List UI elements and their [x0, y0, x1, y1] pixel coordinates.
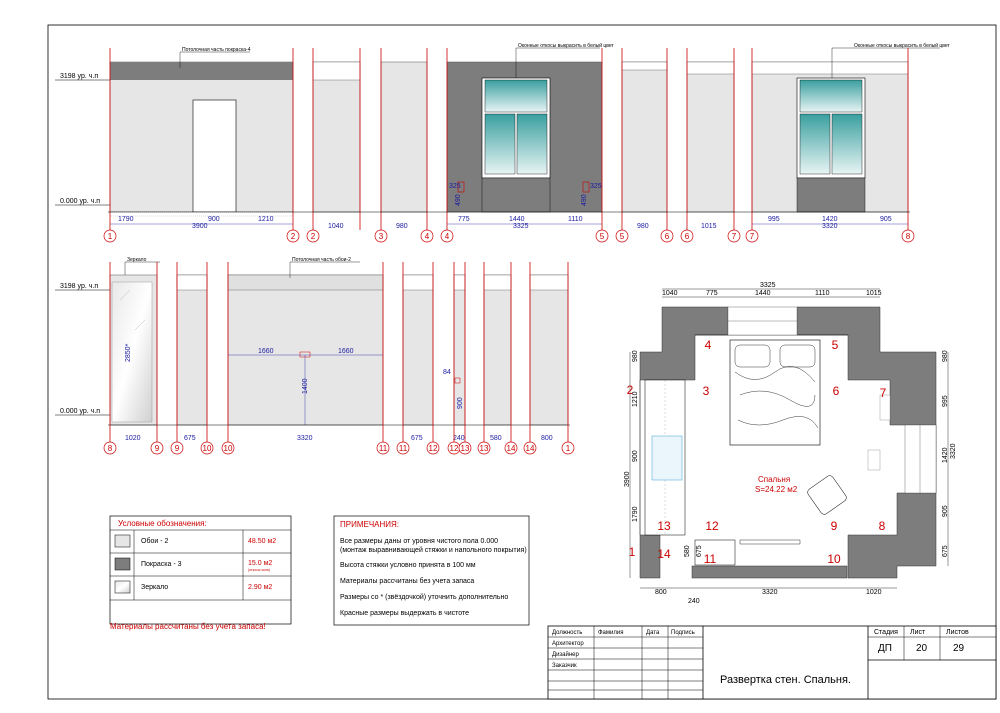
plan-left-dim-3: 900 — [632, 450, 639, 462]
plan-top-dim-2: 775 — [706, 290, 718, 297]
level-zero-label-2: 0.000 ур. ч.п — [60, 408, 101, 415]
axis-bubble: 7 — [749, 232, 755, 241]
legend-value: 15.0 м2 — [248, 560, 273, 567]
elevation-wall-6-7 — [687, 62, 734, 230]
axis-bubble: 11 — [398, 444, 408, 453]
axis-bubble: 4 — [424, 232, 430, 241]
level-top-label-2: 3198 ур. ч.п — [60, 283, 99, 290]
axis-bubble: 8 — [905, 232, 911, 241]
dim-w7-a: 995 — [768, 216, 780, 223]
elevation-wall-10-11 — [228, 257, 383, 442]
plan-left-total: 3900 — [624, 471, 631, 487]
legend-swatch-wallpaper — [115, 535, 130, 547]
level-zero-label: 0.000 ур. ч.п — [60, 198, 101, 205]
note-line: Красные размеры выдержать в чистоте — [340, 610, 470, 617]
callout-ceiling-paint: Потолочная часть покраска-4 — [182, 47, 251, 53]
tb-sheet-title: Развертка стен. Спальня. — [720, 674, 851, 686]
dim-w1-a: 1790 — [118, 216, 134, 223]
elevation-wall-7-8 — [752, 42, 950, 230]
legend-note: (откосы окна) — [248, 568, 270, 572]
legend-label: Покраска - 3 — [141, 561, 182, 568]
axis-bubble: 2 — [290, 232, 296, 241]
axis-bubble: 3 — [378, 232, 384, 241]
tb-stage-value: ДП — [878, 643, 892, 654]
dim-w1-b: 900 — [208, 216, 220, 223]
plan-point: 3 — [702, 384, 710, 398]
dim-w7-c: 905 — [880, 216, 892, 223]
axis-bubble: 6 — [684, 232, 690, 241]
legend-title: Условные обозначения: — [118, 519, 207, 528]
callout-window-paint-2: Оконные откосы выкрасить в белый цвет — [854, 43, 950, 49]
elevation-wall-8-9 — [110, 257, 160, 442]
elevation-wall-13-14 — [484, 275, 511, 442]
tb-sheet-value: 20 — [916, 643, 928, 654]
axis-bubble: 7 — [731, 232, 737, 241]
plan-point: 6 — [832, 384, 840, 398]
plan-point: 1 — [628, 545, 636, 559]
dim-w12-total: 240 — [453, 435, 465, 442]
axis-bubble: 9 — [174, 444, 180, 453]
tb-sheets-value: 29 — [953, 643, 965, 654]
plan-bottom-dim-1: 800 — [655, 589, 667, 596]
dim-w10-right: 1660 — [338, 348, 354, 355]
callout-ceiling-wallpaper: Потолочная часть обои-2 — [292, 257, 351, 263]
notes-title: ПРИМЕЧАНИЯ: — [340, 520, 400, 529]
legend-swatch-paint — [115, 558, 130, 570]
tb-role: Дизайнер — [552, 652, 579, 658]
elevation-wall-2-3 — [313, 62, 360, 230]
plan-point: 11 — [703, 552, 717, 566]
dim-w8-mirror-height: 2850* — [125, 343, 132, 362]
axis-bubble: 13 — [460, 444, 470, 453]
plan-point: 8 — [878, 519, 886, 533]
plan-right-dim-3: 1420 — [942, 447, 949, 463]
legend-value: 48.50 м2 — [248, 538, 277, 545]
plan-point: 13 — [657, 519, 671, 533]
tb-header: Должность — [552, 630, 583, 636]
legend-label: Зеркало — [141, 584, 169, 591]
dim-w1-c: 1210 — [258, 216, 274, 223]
dim-w4-b: 1440 — [509, 216, 525, 223]
plan-top-dim-5: 1015 — [866, 290, 882, 297]
plan-point: 5 — [831, 338, 839, 352]
dim-w8-total: 1020 — [125, 435, 141, 442]
plan-right-dim-1: 980 — [942, 350, 949, 362]
dim-w4-reveal-right: 325 — [590, 183, 602, 190]
plan-small-dim-1: 580 — [684, 545, 691, 557]
plan-left-dim-4: 1790 — [632, 506, 639, 522]
plan-right-total: 3320 — [950, 443, 957, 459]
plan-top-total: 3325 — [760, 282, 776, 289]
note-line: Материалы рассчитаны без учета запаса — [340, 578, 475, 585]
plan-top-dim-4: 1110 — [815, 290, 830, 297]
title-block — [548, 626, 996, 699]
axis-bubble: 5 — [619, 232, 625, 241]
dim-w4-height-right: 490 — [581, 194, 588, 206]
legend-label: Обои - 2 — [141, 538, 169, 545]
plan-point: 10 — [827, 552, 841, 566]
legend-value: 2.90 м2 — [248, 584, 273, 591]
note-line: (монтаж выравнивающей стяжки и напольного покрытия) — [340, 547, 527, 554]
legend-footer: Материалы рассчитаны без учета запаса! — [110, 622, 266, 631]
dim-w7-total: 3320 — [822, 223, 838, 230]
dim-w12-h1: 84 — [443, 369, 451, 376]
tb-header: Фамилия — [598, 630, 624, 636]
room-area: S=24.22 м2 — [755, 485, 798, 494]
dim-w10-height: 1400 — [302, 378, 309, 394]
wall-elevations-row-1 — [55, 42, 950, 242]
dim-w7-b: 1420 — [822, 216, 838, 223]
dim-w1-total: 3900 — [192, 223, 208, 230]
legend-swatch-mirror — [115, 581, 130, 593]
axis-bubble: 14 — [525, 444, 535, 453]
dim-w5-total: 980 — [637, 223, 649, 230]
wall-elevations-row-2 — [55, 257, 574, 454]
plan-point: 4 — [704, 338, 712, 352]
plan-bottom-dim-2: 3320 — [762, 589, 778, 596]
room-name: Спальня — [758, 475, 791, 484]
tb-role: Архитектор — [552, 641, 584, 647]
tb-header: Дата — [646, 630, 660, 636]
axis-bubble: 12 — [428, 444, 438, 453]
callout-window-paint-1: Оконные откосы выкрасить в белый цвет — [518, 43, 614, 49]
plan-right-dim-4: 905 — [942, 505, 949, 517]
dim-w4-total: 3325 — [513, 223, 529, 230]
tb-sheets-label: Листов — [946, 629, 969, 636]
dim-w4-a: 775 — [458, 216, 470, 223]
dim-w2-total: 1040 — [328, 223, 344, 230]
axis-bubble: 9 — [154, 444, 160, 453]
note-line: Размеры со * (звёздочкой) уточнить дополнительно — [340, 594, 509, 601]
dim-w12-h2: 900 — [457, 397, 464, 409]
plan-point: 2 — [626, 383, 634, 397]
elevation-wall-5-6 — [622, 62, 667, 230]
axis-bubble: 14 — [506, 444, 516, 453]
elevation-wall-14-1 — [530, 275, 568, 442]
legend — [110, 516, 291, 631]
dim-w13-total: 580 — [490, 435, 502, 442]
elevation-wall-11-12 — [403, 275, 433, 442]
dim-w10-total: 3320 — [297, 435, 313, 442]
plan-right-dim-2: 995 — [942, 395, 949, 407]
note-line: Все размеры даны от уровня чистого пола 0.000 — [340, 538, 499, 545]
axis-bubble: 4 — [444, 232, 450, 241]
plan-left-dim-2: 1210 — [632, 391, 639, 407]
axis-bubble: 2 — [310, 232, 316, 241]
level-top-label: 3198 ур. ч.п — [60, 73, 99, 80]
plan-small-dim-2: 675 — [696, 545, 703, 557]
axis-bubble: 8 — [107, 444, 113, 453]
axis-bubble: 10 — [223, 444, 233, 453]
dim-w11-total: 675 — [411, 435, 423, 442]
elevation-wall-9-10 — [177, 275, 207, 442]
axis-bubble: 1 — [107, 232, 113, 241]
axis-bubble: 12 — [449, 444, 459, 453]
elevation-wall-4-5 — [447, 42, 614, 230]
dim-w14-total: 800 — [541, 435, 553, 442]
dim-w9-total: 675 — [184, 435, 196, 442]
axis-bubble: 11 — [378, 444, 388, 453]
tb-header: Подпись — [671, 630, 695, 636]
callout-mirror: Зеркало — [127, 257, 147, 263]
plan-point: 12 — [705, 519, 719, 533]
plan-right-dim-5: 675 — [942, 545, 949, 557]
axis-bubble: 5 — [599, 232, 605, 241]
plan-bottom-small: 240 — [688, 598, 700, 605]
dim-w4-height-left: 490 — [455, 194, 462, 206]
tb-stage-label: Стадия — [874, 629, 898, 636]
axis-bubble: 6 — [664, 232, 670, 241]
plan-point: 7 — [879, 386, 887, 400]
dim-w10-left: 1660 — [258, 348, 274, 355]
tb-sheet-label: Лист — [910, 629, 926, 636]
plan-point: 9 — [830, 519, 838, 533]
elevation-wall-1-2 — [110, 47, 293, 230]
floor-plan — [624, 282, 957, 605]
tb-role: Заказчик — [552, 663, 577, 669]
dim-w6-total: 1015 — [701, 223, 717, 230]
note-line: Высота стяжки условно принята в 100 мм — [340, 562, 476, 569]
axis-bubble: 13 — [479, 444, 489, 453]
axis-bubble: 10 — [202, 444, 212, 453]
dim-w3-total: 980 — [396, 223, 408, 230]
axis-bubble: 1 — [565, 444, 571, 453]
plan-bottom-dim-3: 1020 — [866, 589, 882, 596]
elevation-wall-3-4 — [381, 62, 427, 230]
plan-top-dim-1: 1040 — [662, 290, 678, 297]
plan-top-dim-3: 1440 — [755, 290, 771, 297]
dim-w4-c: 1110 — [568, 216, 583, 223]
dim-w4-reveal-left: 325 — [449, 183, 461, 190]
plan-point: 14 — [657, 547, 671, 561]
notes-box — [334, 516, 529, 625]
plan-left-dim-1: 980 — [632, 350, 639, 362]
